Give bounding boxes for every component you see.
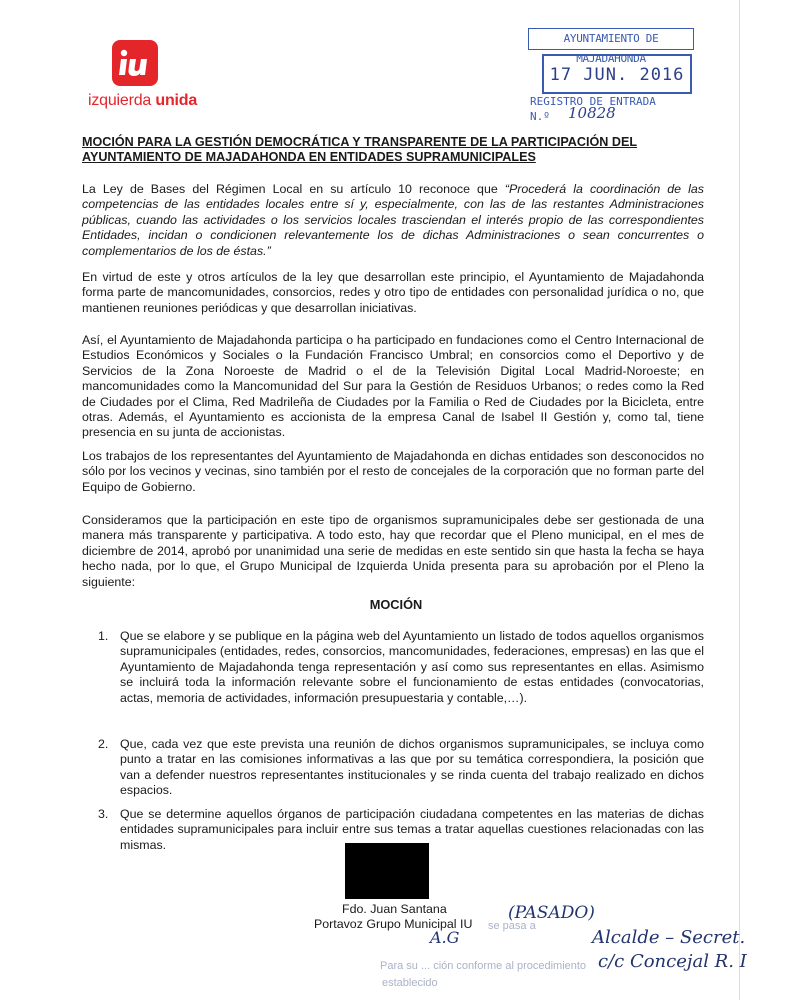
paragraph-2: En virtud de este y otros artículos de la ley que desarrollan este principio, el Ayuntamiento de Majadahonda forma parte de mancomunidades, consorcios, redes y otro tipo de entidades con personalidad jurídica o no, que mantienen reuniones periódicas y que desarrollan iniciativas. [82, 270, 704, 315]
logo-wordmark [88, 92, 197, 110]
paragraph-1-lead: La Ley de Bases del Régimen Local en su artículo 10 reconoce que [82, 182, 505, 196]
document-title: MOCIÓN PARA LA GESTIÓN DEMOCRÁTICA Y TRANSPARENTE DE LA PARTICIPACIÓN DEL AYUNTAMIENTO DE MAJADAHONDA EN ENTIDADES SUPRAMUNICIPALES [82, 135, 638, 164]
paragraph-5: Consideramos que la participación en este tipo de organismos supramunicipales debe ser gestionada de una manera más transparente y participativa. A todo esto, hay que recordar que el Pleno municipal, en el mes de diciembre de 2014, aprobó por unanimidad una serie de medidas en este sentido sin que hasta la fecha se haya hecho nada, por lo que, el Grupo Municipal de Izquierda Unida presenta para su aprobación por el Pleno la siguiente: [82, 513, 704, 589]
registry-stamp [528, 28, 694, 124]
motion-item-text: Que, cada vez que este prevista una reunión de dichos organismos supramunicipales, se incluya como punto a tratar en las comisiones informativas a las que por su temática correspondiera, la posición que van a defender nuestros representantes institucionales y se rinda cuenta del trabajo realizado en dichos espacios. [120, 737, 704, 798]
motion-heading: MOCIÓN [369, 597, 423, 612]
iu-logo-icon [116, 44, 154, 82]
paragraph-1 [82, 182, 704, 259]
faint-stamp-line-2: Para su ... ción conforme al procedimiento [380, 960, 587, 972]
motion-item-text: Que se elabore y se publique en la página web del Ayuntamiento un listado de todos aquellos organismos supramunicipales (entidades, redes, consorcios, mancomunidades, federaciones, empresas) en las que el Ayuntamiento de Majadahonda tenga representación y así como sus representantes en ellas. Asimismo se incluirá toda la información relevante sobre el funcionamiento de estas entidades (convocatorias, actas, memoria de actividades, información presupuestaria y contable,…). [120, 629, 704, 705]
paragraph-3: Así, el Ayuntamiento de Majadahonda participa o ha participado en fundaciones como el Centro Internacional de Estudios Económicos y Sociales o la Fundación Francisco Umbral; en consorcios como el Deportivo y de Servicios de la Zona Noroeste de Madrid o el de la Televisión Digital Local Madrid-Noroeste; en mancomunidades como la Mancomunidad del Sur para la Gestión de Residuos Urbanos; o redes como la Red de Ciudades por el Clima, Red Madrileña de Ciudades por la Familia o Red de Ciudades por la Bicicleta, entre otras. Además, el Ayuntamiento es accionista de la empresa Canal de Isabel II Gestión y, como tal, tiene presencia en su junta de accionistas. [82, 333, 704, 440]
stamp-date: 17 JUN. 2016 [542, 54, 692, 94]
paragraph-4: Los trabajos de los representantes del Ayuntamiento de Majadahonda en dichas entidades son desconocidos no sólo por los vecinos y vecinas, sino también por el resto de concejales de la corporación que no forman parte del Equipo de Gobierno. [82, 449, 704, 494]
handwritten-pasado: (PASADO) [508, 903, 595, 923]
faint-stamp-line-1: se pasa a [488, 920, 536, 932]
handwritten-concejal: c/c Concejal R. I [598, 951, 747, 972]
stamp-registry-number: 10828 [568, 104, 616, 122]
logo-word-izquierda: izquierda [88, 92, 152, 109]
page-edge-line [739, 0, 740, 1000]
faint-stamp-line-3: establecido [382, 977, 438, 989]
logo-word-unida: unida [155, 92, 198, 109]
motion-item-number: 2. [98, 737, 109, 751]
paragraph-1-quote: “Procederá la coordinación de las competencias de las entidades locales entre sí y, especialmente, con las de las restantes Administraciones públicas, cuando las actividades o los servicios locales trasciendan el interés propio de las correspondientes Entidades, incidan o condicionen relevantemente los de dichas Administraciones o sean concurrentes o complementarios de los de éstas.” [82, 182, 705, 258]
stamp-header: AYUNTAMIENTO DE MAJADAHONDA [528, 28, 694, 50]
motion-item-number: 3. [98, 807, 109, 821]
redacted-signature [345, 843, 429, 899]
handwritten-initials: A.G [430, 928, 460, 947]
motion-item-number: 1. [98, 629, 109, 643]
izquierda-unida-logo-mark [112, 40, 158, 86]
motion-item-text: Que se determine aquellos órganos de participación ciudadana competentes en las materias de dichas entidades supramunicipales para incluir entre sus temas a tratar aquellas cuestiones relacionadas con las mismas. [120, 807, 704, 852]
stamp-number-label: N.º [530, 110, 550, 123]
stamp-registry-label: REGISTRO DE ENTRADA [530, 95, 656, 108]
signature-role: Portavoz Grupo Municipal IU [314, 917, 473, 931]
signature-name: Fdo. Juan Santana [342, 902, 447, 916]
handwritten-alcalde: Alcalde – Secret. [592, 927, 746, 948]
